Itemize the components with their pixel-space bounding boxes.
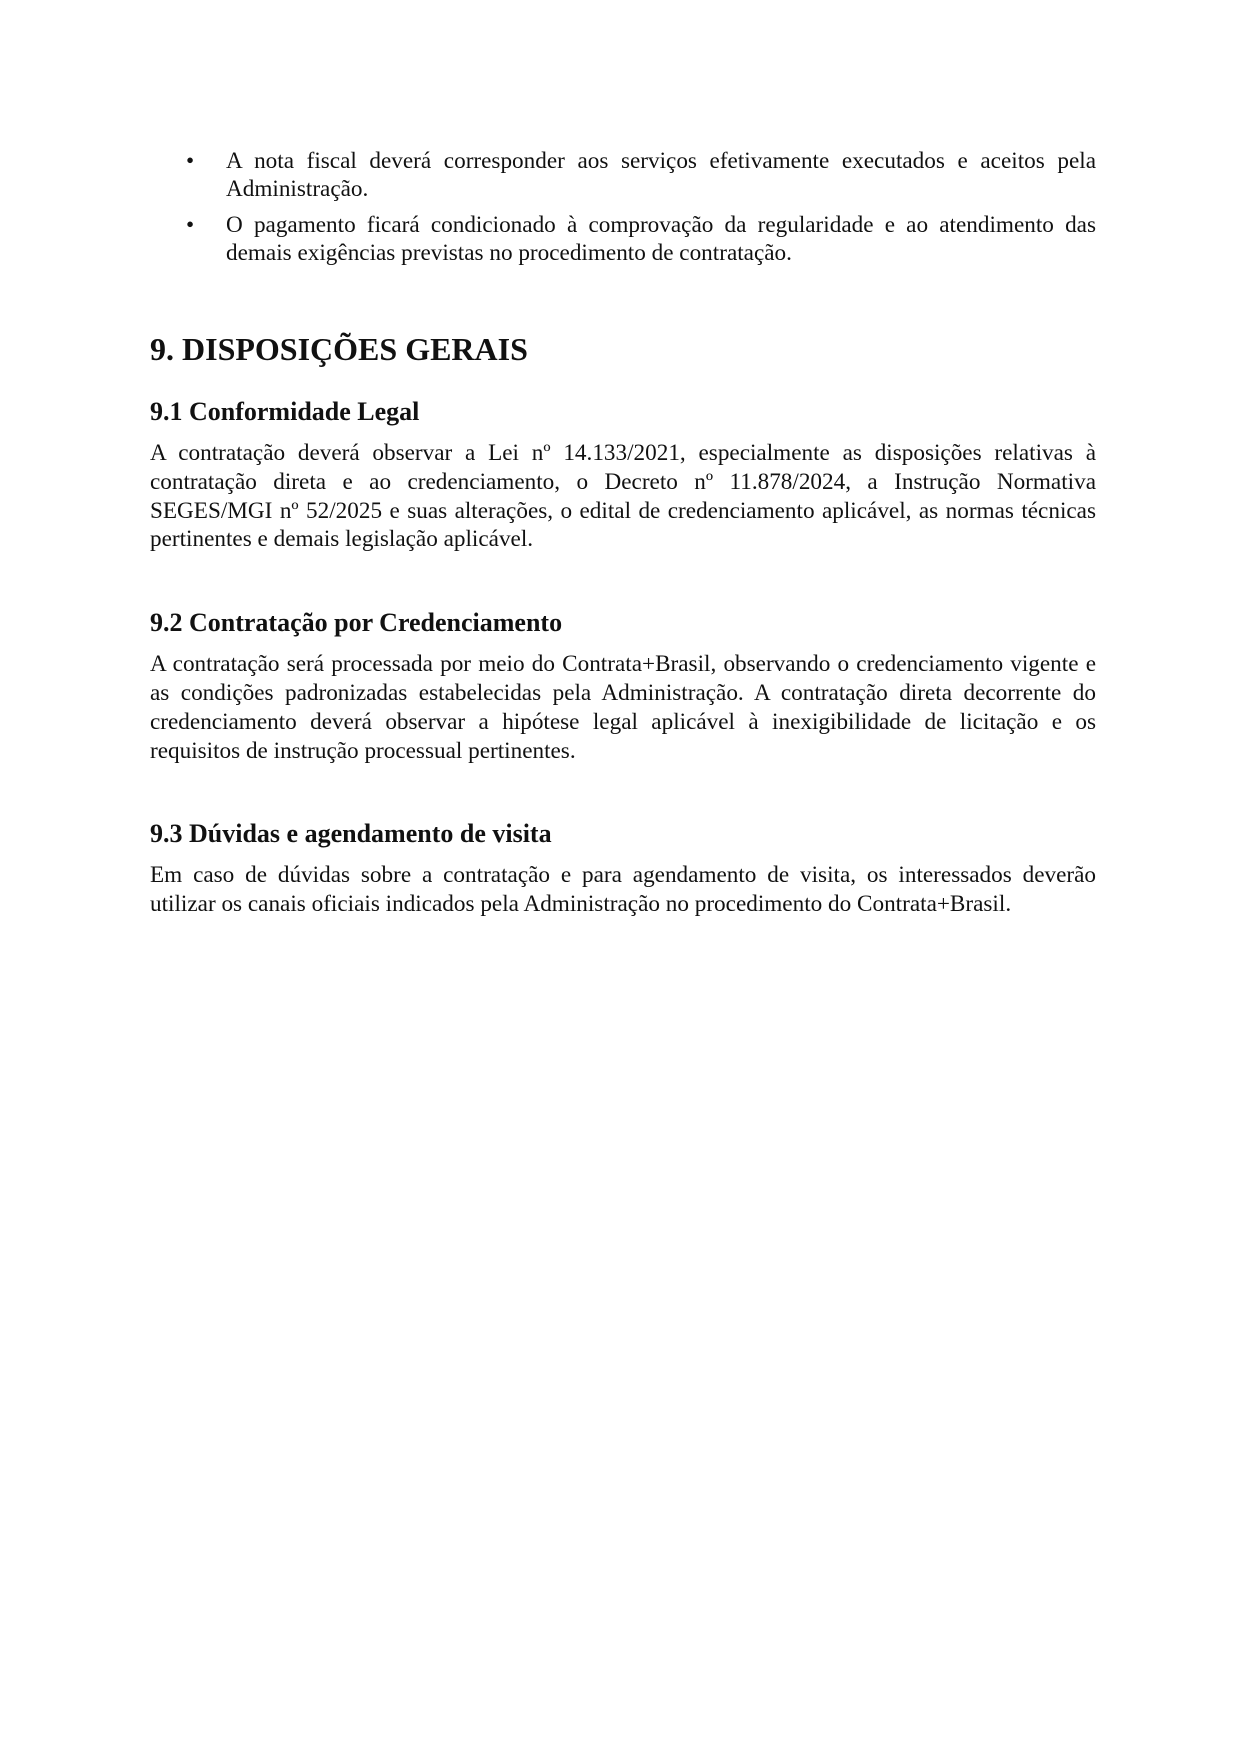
subsection-paragraph-questions-visit: Em caso de dúvidas sobre a contratação e para agendamento de visita, os interessados deverão utilizar os canais oficiais indicados pela Administração no procedimento do Contrata+Brasil. [150,862,1096,918]
document-page [150,147,1096,919]
list-item [150,147,1096,203]
subsection-title-accreditation: 9.2 Contratação por Credenciamento [150,608,563,638]
section-title: 9. DISPOSIÇÕES GERAIS [150,331,528,367]
list-item-text: O pagamento ficará condicionado à comprovação da regularidade e ao atendimento das demais exigências previstas no procedimento de contratação. [226,212,1096,266]
bullet-icon: • [186,212,195,238]
bullet-icon: • [186,148,195,174]
subsection-title-questions-visit: 9.3 Dúvidas e agendamento de visita [150,819,552,849]
list-item-text: A nota fiscal deverá corresponder aos serviços efetivamente executados e aceitos pela Administração. [226,148,1096,202]
subsection-paragraph-accreditation: A contratação será processada por meio do Contrata+Brasil, observando o credenciamento vigente e as condições padronizadas estabelecidas pela Administração. A contratação direta decorrente do credenciamento deverá observar a hipótese legal aplicável à inexigibilidade de licitação e os requisitos de instrução processual pertinentes. [150,651,1096,764]
subsection-title-legal-compliance: 9.1 Conformidade Legal [150,397,420,426]
list-item [150,211,1096,267]
subsection-paragraph-legal-compliance: A contratação deverá observar a Lei nº 14.133/2021, especialmente as disposições relativas à contratação direta e ao credenciamento, o Decreto nº 11.878/2024, a Instrução Normativa SEGES/MGI nº 52/2025 e suas alterações, o edital de credenciamento aplicável, as normas técnicas pertinentes e demais legislação aplicável. [150,440,1096,553]
payment-conditions-list [150,147,1096,267]
